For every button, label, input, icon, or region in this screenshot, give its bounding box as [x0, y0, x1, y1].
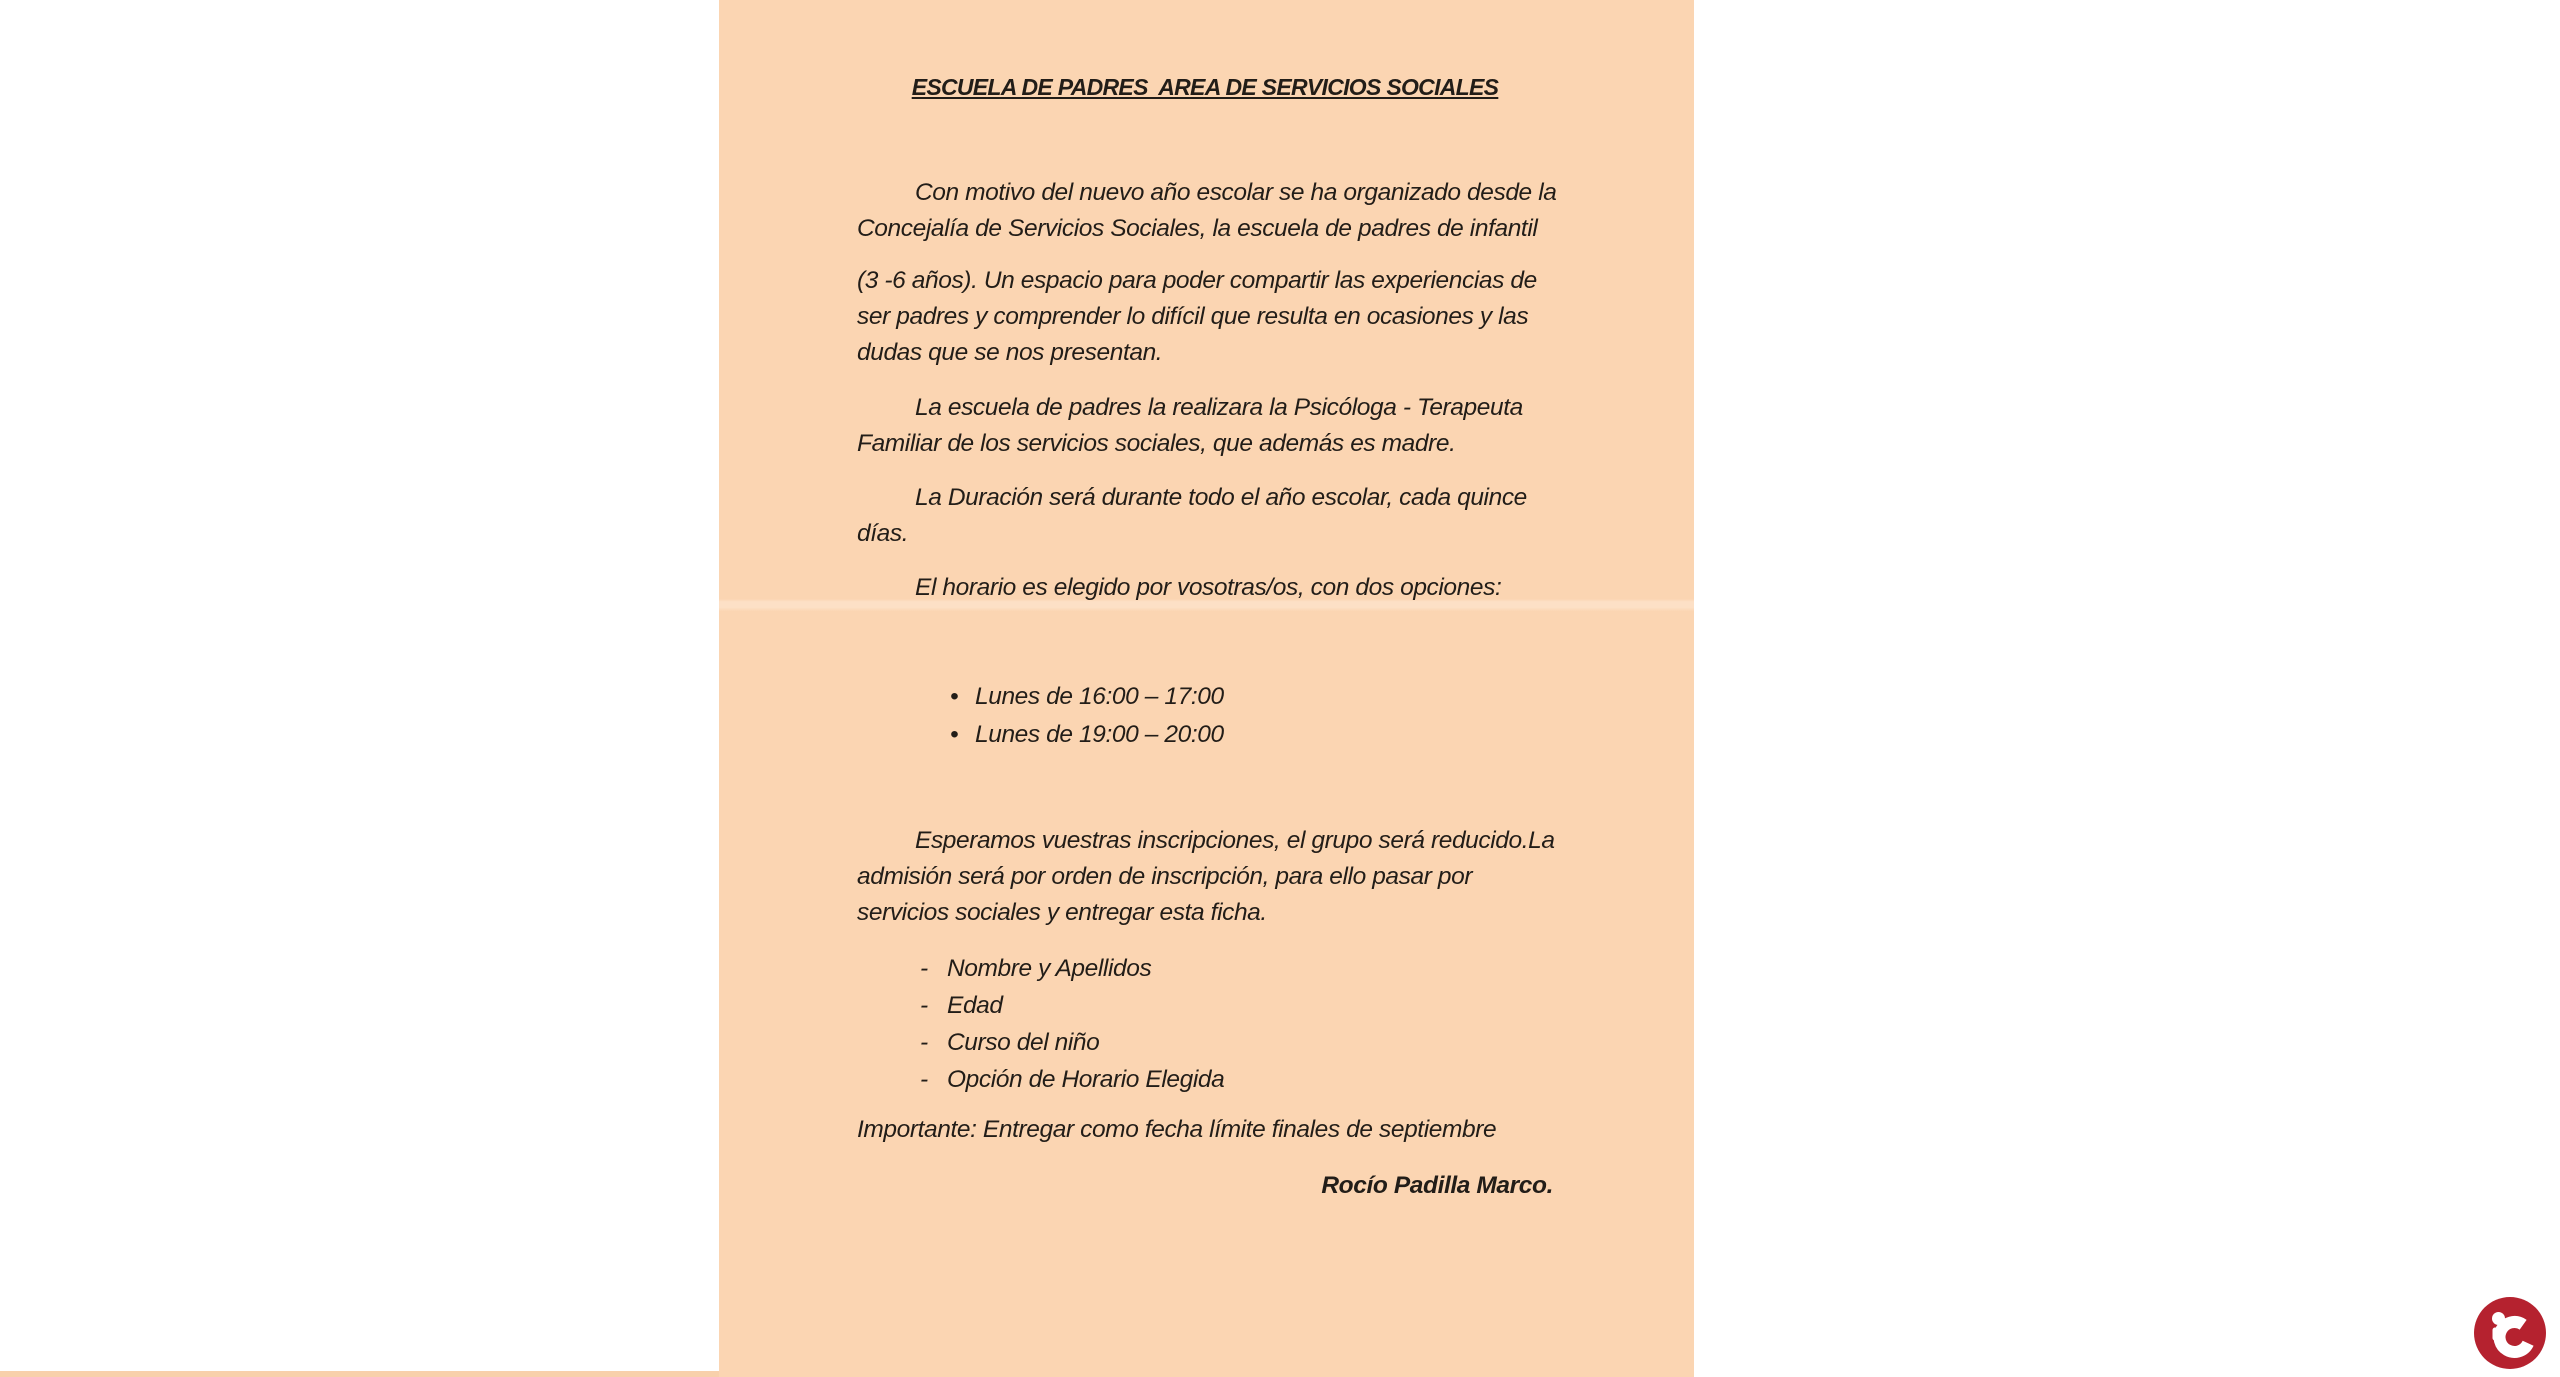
text-line: Familiar de los servicios sociales, que además es madre. — [857, 430, 1456, 457]
text-line: La escuela de padres la realizara la Psicóloga - Terapeuta — [915, 394, 1523, 421]
bottom-edge-strip — [0, 1371, 719, 1377]
bullet-icon: • — [950, 683, 959, 710]
paragraph-psychologist — [857, 390, 1553, 462]
list-item — [857, 1024, 1553, 1061]
required-fields-list — [857, 950, 1553, 1098]
paragraph-inscriptions — [857, 823, 1553, 931]
text-line: El horario es elegido por vosotras/os, con dos opciones: — [915, 574, 1502, 601]
dash-icon: - — [920, 1029, 928, 1056]
dash-icon: - — [920, 955, 928, 982]
flyer-page — [719, 0, 1694, 1377]
paragraph-duration — [857, 480, 1553, 552]
paragraph-ages — [857, 263, 1553, 371]
text-line: admisión será por orden de inscripción, para ello pasar por — [857, 863, 1473, 890]
field-age: Edad — [947, 992, 1003, 1019]
text-line: dudas que se nos presentan. — [857, 339, 1163, 366]
text-line: ser padres y comprender lo difícil que resulta en ocasiones y las — [857, 303, 1529, 330]
doc-title: ESCUELA DE PADRES AREA DE SERVICIOS SOCIALES — [911, 74, 1499, 100]
field-name: Nombre y Apellidos — [947, 955, 1152, 982]
list-item — [857, 1061, 1553, 1098]
signature: Rocío Padilla Marco. — [1321, 1172, 1553, 1199]
list-item — [857, 950, 1553, 987]
dash-icon: - — [920, 992, 928, 1019]
text-line: Concejalía de Servicios Sociales, la escuela de padres de infantil — [857, 215, 1538, 242]
text-line: (3 -6 años). Un espacio para poder compartir las experiencias de — [857, 267, 1537, 294]
list-item — [857, 716, 1553, 754]
deadline-note: Importante: Entregar como fecha límite finales de septiembre — [857, 1116, 1497, 1143]
text-line: La Duración será durante todo el año escolar, cada quince — [915, 484, 1527, 511]
text-line: servicios sociales y entregar esta ficha. — [857, 899, 1267, 926]
text-line: Con motivo del nuevo año escolar se ha organizado desde la — [915, 179, 1557, 206]
field-course: Curso del niño — [947, 1029, 1100, 1056]
list-item — [857, 678, 1553, 716]
bullet-icon: • — [950, 721, 959, 748]
dash-icon: - — [920, 1066, 928, 1093]
schedule-option-1: Lunes de 16:00 – 17:00 — [975, 683, 1224, 710]
paragraph-schedule-intro — [857, 570, 1553, 606]
field-schedule-option: Opción de Horario Elegida — [947, 1066, 1225, 1093]
text-line: Esperamos vuestras inscripciones, el grupo será reducido.La — [915, 827, 1555, 854]
list-item — [857, 987, 1553, 1024]
text-line: días. — [857, 520, 909, 547]
schedule-option-2: Lunes de 19:00 – 20:00 — [975, 721, 1224, 748]
schedule-options-list — [857, 678, 1553, 754]
paragraph-intro — [857, 175, 1557, 247]
ic-logo-icon — [2472, 1295, 2548, 1371]
